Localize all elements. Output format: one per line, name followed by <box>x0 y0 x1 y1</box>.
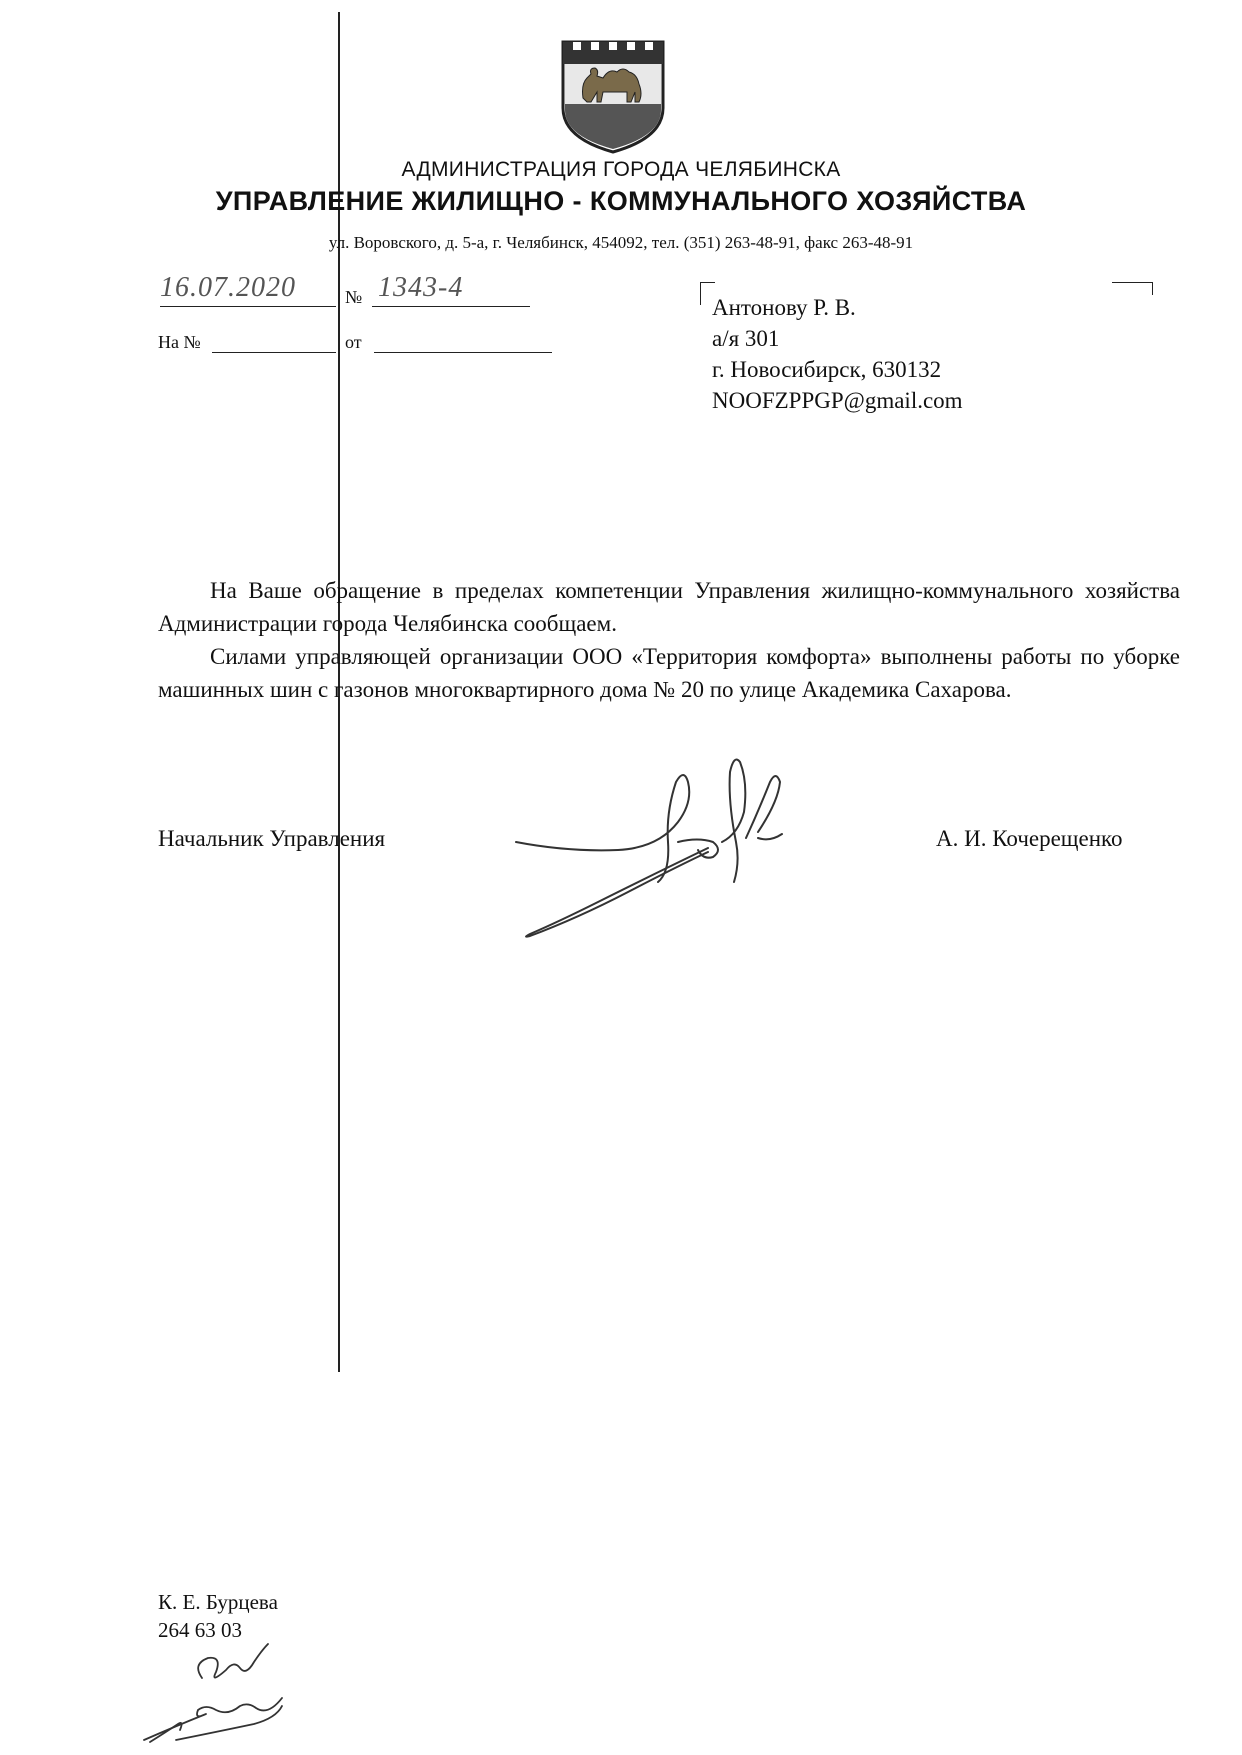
executor-name: К. Е. Бурцева <box>158 1590 278 1614</box>
addressee-city: г. Новосибирск, 630132 <box>712 357 942 382</box>
administration-name: АДМИНИСТРАЦИЯ ГОРОДА ЧЕЛЯБИНСКА <box>401 158 841 181</box>
body-paragraph: Силами управляющей организации ООО «Территория комфорта» выполнены работы по уборке машинных шин с газонов многоквартирного дома № 20 по улице Академика Сахарова. <box>158 644 1180 702</box>
reference-number-label: На № <box>158 332 201 352</box>
date-underline <box>160 306 336 307</box>
registration-number-label: № <box>345 287 363 307</box>
reference-number-blank <box>212 352 336 353</box>
signatory-name: А. И. Кочерещенко <box>936 826 1123 851</box>
executor-signature-icon <box>136 1640 316 1748</box>
executor-phone: 264 63 03 <box>158 1618 242 1642</box>
department-address: ул. Воровского, д. 5-а, г. Челябинск, 454092, тел. (351) 263-48-91, факс 263-48-91 <box>328 233 914 252</box>
addressee-block <box>712 292 963 416</box>
signatory-title: Начальник Управления <box>158 826 386 851</box>
number-underline <box>372 306 530 307</box>
body-paragraph: На Ваше обращение в пределах компетенции Управления жилищно-коммунального хозяйства Администрации города Челябинска сообщаем. <box>158 578 1180 636</box>
addressee-po-box: а/я 301 <box>712 326 780 351</box>
letter-body <box>158 574 1180 706</box>
addressee-name: Антонову Р. В. <box>712 295 856 320</box>
reference-date-label: от <box>345 332 362 352</box>
addressee-email: NOOFZPPGP@gmail.com <box>712 388 963 413</box>
chelyabinsk-coat-of-arms-icon <box>559 38 667 156</box>
addressee-corner-mark-right <box>1112 282 1153 295</box>
reference-date-blank <box>374 352 552 353</box>
registration-number: 1343-4 <box>378 272 464 303</box>
department-name: УПРАВЛЕНИЕ ЖИЛИЩНО - КОММУНАЛЬНОГО ХОЗЯЙСТВА <box>215 186 1027 216</box>
handwritten-signature-icon <box>508 742 838 946</box>
registration-date: 16.07.2020 <box>160 272 296 303</box>
